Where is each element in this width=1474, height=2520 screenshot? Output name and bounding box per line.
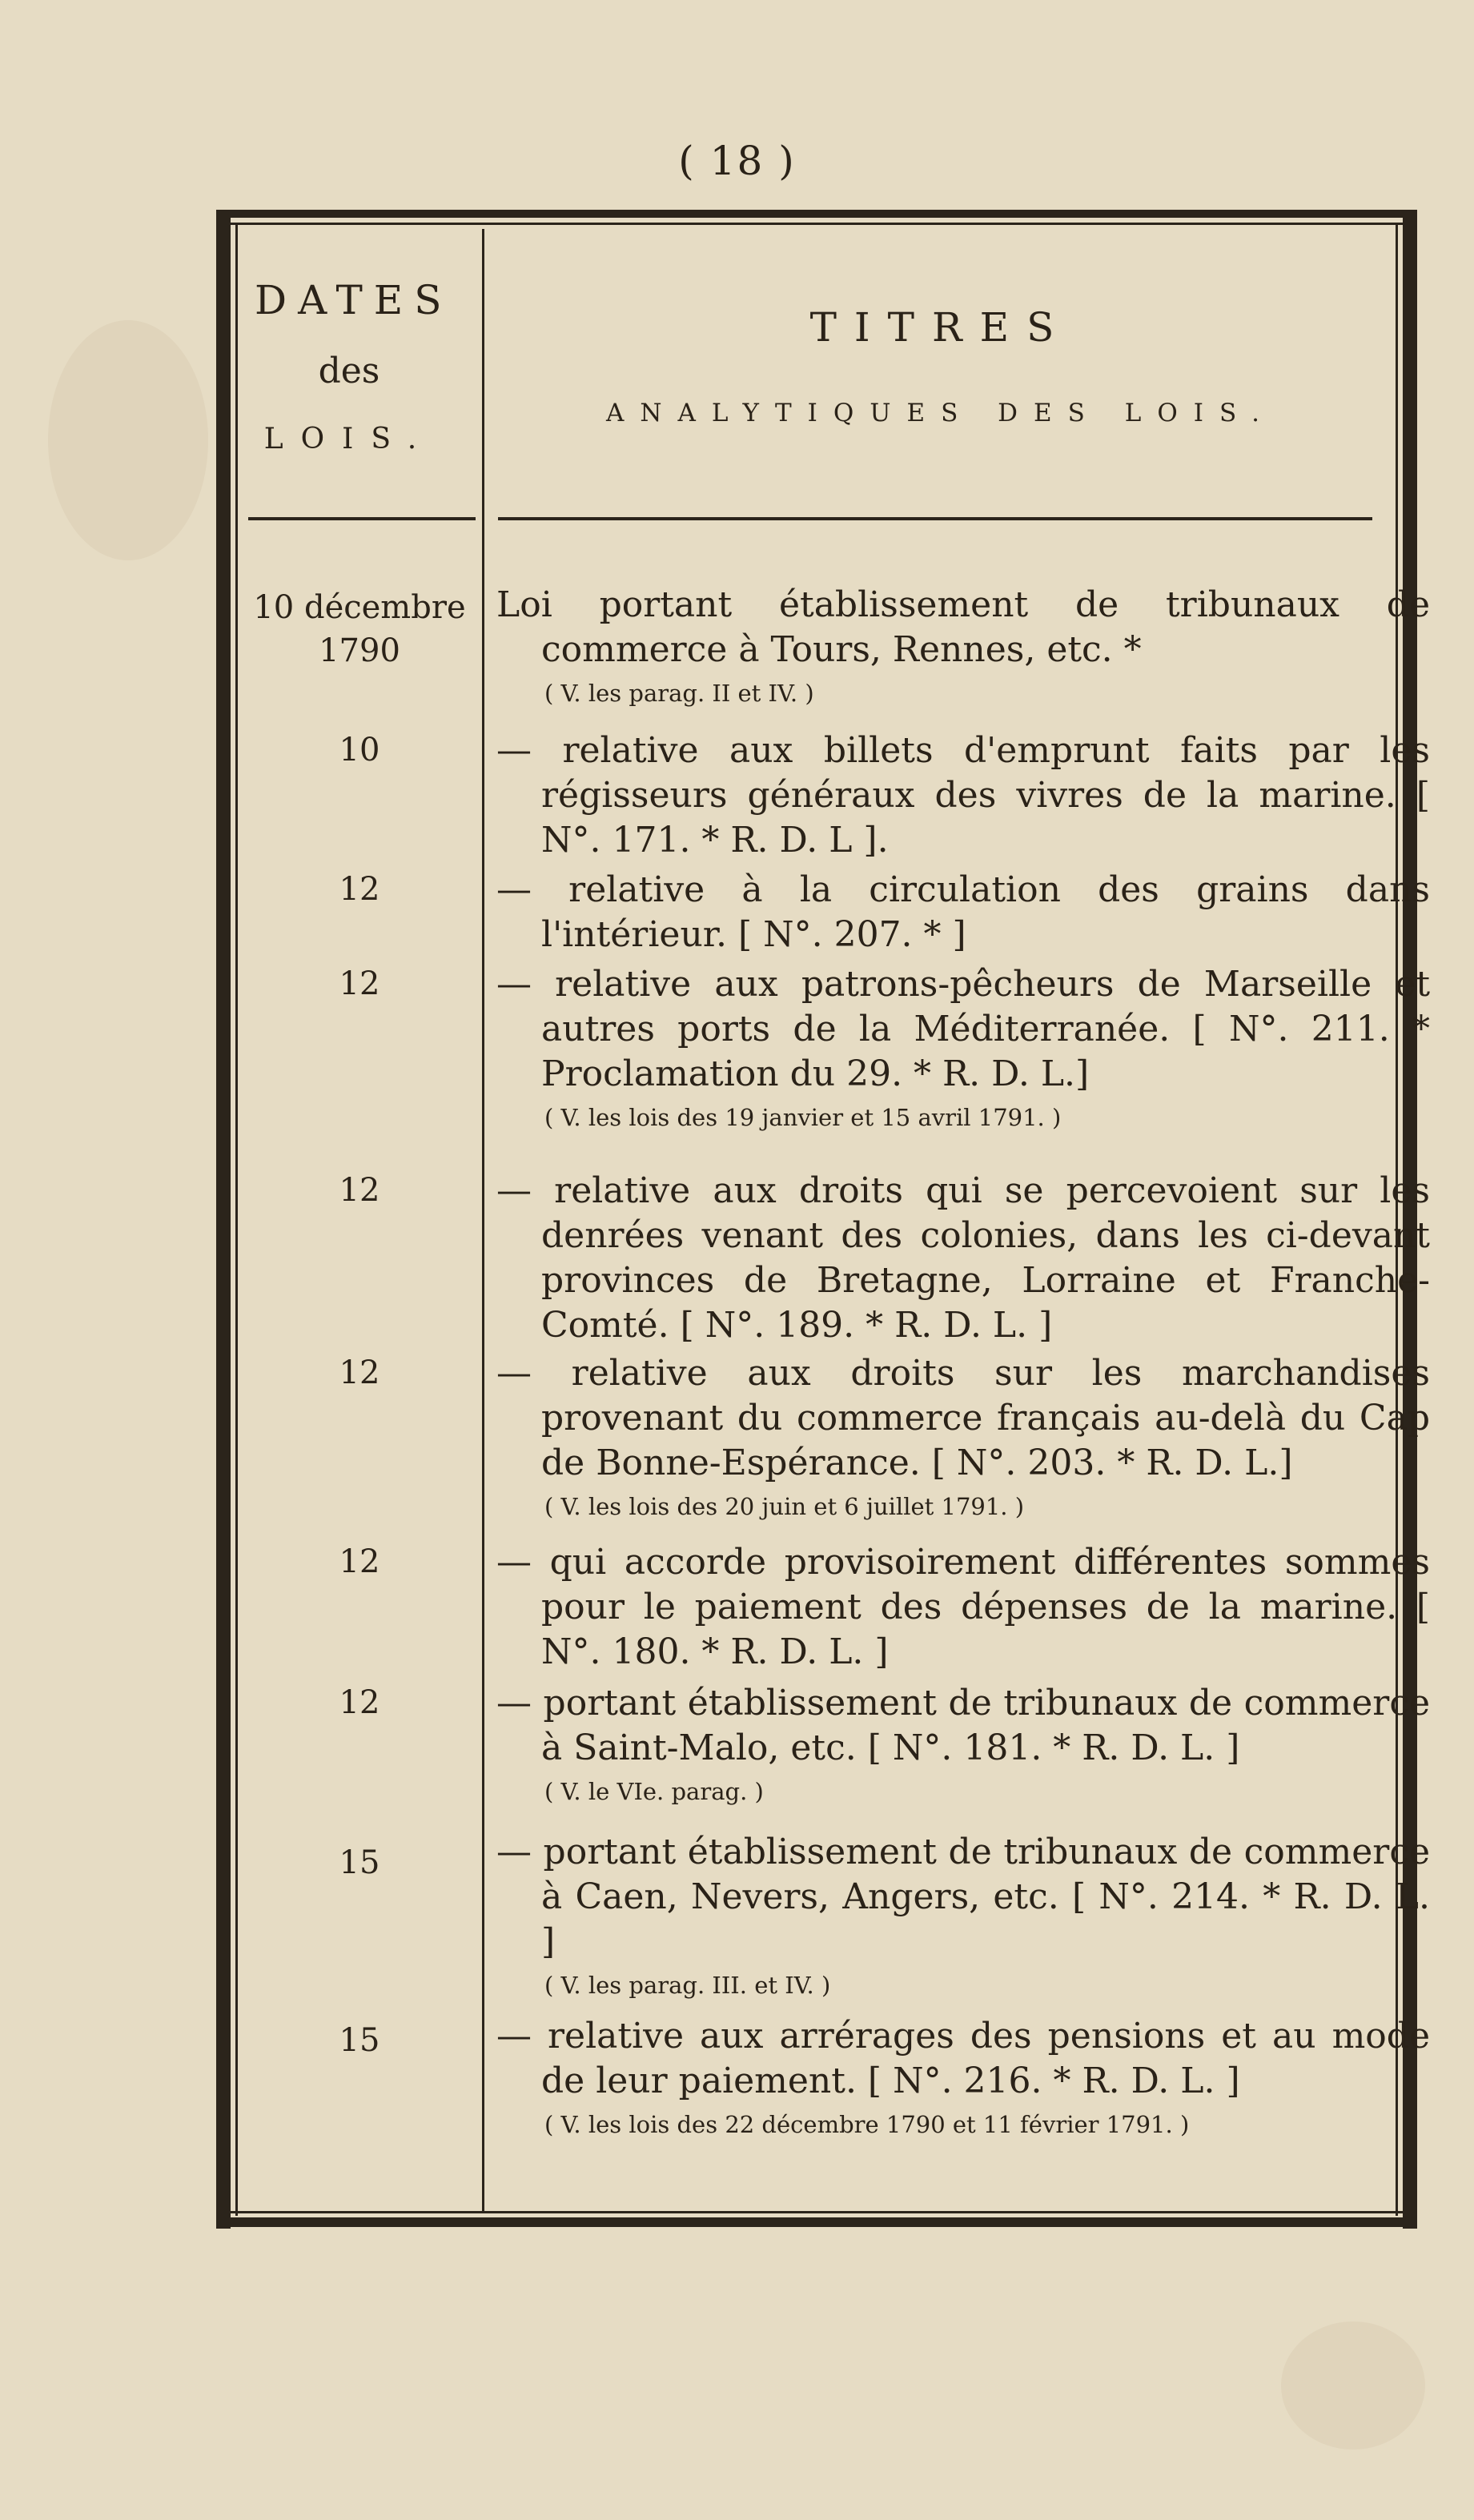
entry-note: ( V. le VIe. parag. ) [544, 1778, 764, 1805]
entry-title: — qui accorde provisoirement différentes sommes pour le paiement des dépenses de la marine. [ N°. 180. * R. D. L. ] [496, 1542, 1430, 1672]
entry-date: 10 [339, 732, 380, 768]
entry-title: — portant établissement de tribunaux de commerce à Caen, Nevers, Angers, etc. [ N°. 214. * R. D. L. ] [496, 1832, 1430, 1962]
entry-note: ( V. les parag. II et IV. ) [544, 680, 814, 707]
frame-rule [216, 2217, 1417, 2227]
frame-rule [216, 2211, 1417, 2213]
header-rule [498, 517, 1372, 520]
header-analytiques: ANALYTIQUES DES LOIS. [606, 399, 1275, 427]
page-number: ( 18 ) [678, 138, 796, 184]
entry-note: ( V. les lois des 19 janvier et 15 avril 1791. ) [544, 1104, 1062, 1131]
frame-rule [235, 223, 238, 2216]
header-lois: LOIS. [263, 423, 435, 455]
paper-stain [48, 320, 208, 560]
entry-date: 15 [339, 1844, 380, 1881]
entry-date: 12 [339, 1684, 380, 1721]
column-divider [482, 229, 484, 2213]
header-dates: DATES [255, 277, 453, 323]
entry-title: — relative aux arrérages des pensions et au mode de leur paiement. [ N°. 216. * R. D. L. ] [496, 2016, 1430, 2101]
entry-note: ( V. les parag. III. et IV. ) [544, 1972, 831, 1999]
header-des: des [318, 351, 380, 391]
entry-note: ( V. les lois des 20 juin et 6 juillet 1791. ) [544, 1493, 1025, 1520]
frame-rule [216, 210, 1417, 218]
header-titres: TITRES [809, 304, 1072, 351]
header-rule [248, 517, 476, 520]
entry-title: — relative à la circulation des grains dans l'intérieur. [ N°. 207. * ] [496, 869, 1430, 955]
entry-date: 12 [339, 1172, 380, 1209]
entry-title: — relative aux patrons-pêcheurs de Marseille et autres ports de la Méditerranée. [ N°. 211. * Proclamation du 29. * R. D. L.] [496, 964, 1430, 1094]
table-frame [216, 210, 1430, 2229]
entry-note: ( V. les lois des 22 décembre 1790 et 11 février 1791. ) [544, 2111, 1190, 2138]
entry-title: — portant établissement de tribunaux de commerce à Saint-Malo, etc. [ N°. 181. * R. D. L. ] [496, 1683, 1430, 1768]
frame-rule [216, 223, 1417, 225]
entry-title: — relative aux billets d'emprunt faits par les régisseurs généraux des vivres de la marine. [ N°. 171. * R. D. L ]. [496, 730, 1430, 861]
entry-title: Loi portant établissement de tribunaux de commerce à Tours, Rennes, etc. * [496, 584, 1430, 670]
paper-stain [1281, 2321, 1425, 2450]
entry-date: 12 [339, 1543, 380, 1580]
entry-date: 12 [339, 965, 380, 1002]
entry-date: 15 [339, 2022, 380, 2059]
entry-date: 12 [339, 1354, 380, 1391]
entry-date: 10 décembre 1790 [253, 589, 466, 669]
frame-rule [216, 210, 231, 2229]
entry-date: 12 [339, 871, 380, 908]
entry-title: — relative aux droits qui se percevoient sur les denrées venant des colonies, dans les ci-devant provinces de Bretagne, Lorraine et Franche-Comté. [ N°. 189. * R. D. L. ] [496, 1170, 1430, 1346]
entry-title: — relative aux droits sur les marchandises provenant du commerce français au-delà du Cap de Bonne-Espérance. [ N°. 203. * R. D. L.] [496, 1353, 1430, 1483]
